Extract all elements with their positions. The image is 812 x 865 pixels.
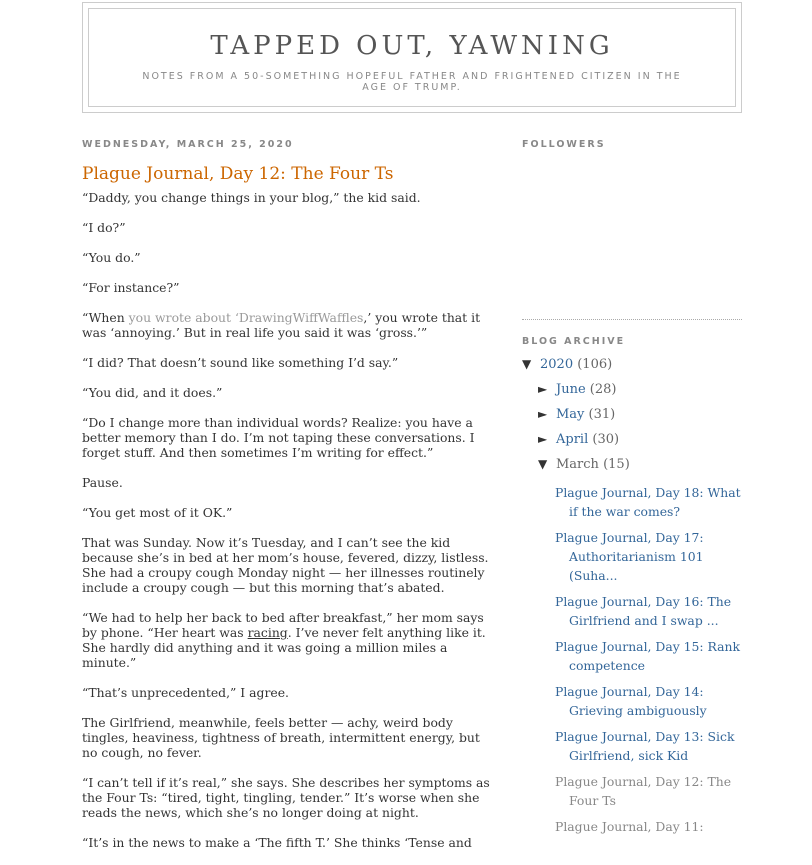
archive-year-link[interactable]: 2020 xyxy=(540,357,574,372)
paragraph: “It’s in the news to make a ‘The fifth T.’ She thinks ‘Tense and xyxy=(82,835,472,850)
archive-post-item xyxy=(555,727,742,765)
archive-post-item xyxy=(555,637,742,675)
archive-month-march xyxy=(522,456,742,481)
archive-count: (30) xyxy=(592,432,620,447)
paragraph xyxy=(82,610,497,670)
collapse-toggle-icon[interactable]: ▼ xyxy=(522,357,532,371)
archive-month-link[interactable]: May xyxy=(556,407,585,422)
archive-count: (106) xyxy=(577,357,613,372)
archive-heading: BLOG ARCHIVE xyxy=(522,336,626,347)
post-date: WEDNESDAY, MARCH 25, 2020 xyxy=(82,139,294,150)
paragraph xyxy=(82,310,497,340)
paragraph-text: “We had to help her back to bed after breakfast,” her mom says by phone. “Her heart was xyxy=(82,610,484,640)
archive-month-link[interactable]: March xyxy=(556,457,599,472)
paragraph: “I do?” xyxy=(82,220,126,235)
paragraph: “I can’t tell if it’s real,” she says. She describes her symptoms as the Four Ts: “tired, tight, tingling, tender.” It’s worse when she reads the news, which she’s no longer doing at night. xyxy=(82,775,490,820)
archive-post-item-current xyxy=(555,772,742,810)
archive-post-item xyxy=(555,592,742,630)
archive-month-link[interactable]: April xyxy=(556,432,589,447)
paragraph-text: ,’ you wrote that it was ‘annoying.’ But in real life you said it was ‘gross.’” xyxy=(82,310,481,340)
archive-post-link[interactable]: Plague Journal, Day 11: xyxy=(555,819,704,834)
archive-post-link[interactable]: Plague Journal, Day 15: Rank competence xyxy=(555,639,741,673)
archive-post-item xyxy=(555,483,742,521)
followers-widget xyxy=(522,139,742,320)
paragraph: “Do I change more than individual words? Realize: you have a better memory than I do. I’m not taping these conversations. I forget stuff. And then sometimes I’m writing for effect.” xyxy=(82,415,475,460)
paragraph-text: . I’ve never felt anything like it. She hardly did anything and it was going a million miles a minute.” xyxy=(82,625,486,670)
expand-toggle-icon[interactable]: ► xyxy=(538,382,548,396)
archive-month-link[interactable]: June xyxy=(556,382,586,397)
sidebar xyxy=(522,139,742,843)
archive-post-link[interactable]: Plague Journal, Day 14: Grieving ambiguously xyxy=(555,684,707,718)
archive-count: (31) xyxy=(588,407,616,422)
archive-post-link[interactable]: Plague Journal, Day 17: Authoritarianism 101 (Suha... xyxy=(555,530,704,583)
paragraph-text: “When xyxy=(82,310,129,325)
paragraph: “You do.” xyxy=(82,250,141,265)
blog-description: NOTES FROM A 50-SOMETHING HOPEFUL FATHER AND FRIGHTENED CITIZEN IN THE AGE OF TRUMP. xyxy=(142,71,682,93)
collapse-toggle-icon[interactable]: ▼ xyxy=(538,457,548,471)
archive-month-june xyxy=(522,381,742,406)
archive-post-item xyxy=(555,528,742,585)
paragraph: “You get most of it OK.” xyxy=(82,505,233,520)
paragraph: That was Sunday. Now it’s Tuesday, and I can’t see the kid because she’s in bed at her mom’s house, fevered, dizzy, listless. She had a croupy cough Monday night — her illnesses routinely include a croupy cough — but this morning that’s abated. xyxy=(82,535,489,595)
paragraph: Pause. xyxy=(82,475,123,490)
paragraph: “Daddy, you change things in your blog,” the kid said. xyxy=(82,190,421,205)
archive-post-link[interactable]: Plague Journal, Day 13: Sick Girlfriend, sick Kid xyxy=(555,729,735,763)
archive-month-april xyxy=(522,431,742,456)
archive-post-item xyxy=(555,682,742,720)
archive-post-item xyxy=(555,817,742,836)
archive-month-may xyxy=(522,406,742,431)
blog-archive-widget xyxy=(522,336,742,836)
blog-title[interactable]: TAPPED OUT, YAWNING xyxy=(210,31,614,61)
archive-post-link[interactable]: Plague Journal, Day 12: The Four Ts xyxy=(555,774,732,808)
drawingwiffwaffles-link[interactable]: you wrote about ‘DrawingWiffWaffles xyxy=(128,310,364,325)
post-body xyxy=(82,190,497,850)
archive-count: (28) xyxy=(589,382,617,397)
archive-posts-list xyxy=(555,483,742,836)
archive-post-link[interactable]: Plague Journal, Day 18: What if the war comes? xyxy=(555,485,741,519)
paragraph: The Girlfriend, meanwhile, feels better — achy, weird body tingles, heaviness, tightness of breath, intermittent energy, but no cough, no fever. xyxy=(82,715,480,760)
archive-post-link[interactable]: Plague Journal, Day 16: The Girlfriend and I swap ... xyxy=(555,594,732,628)
expand-toggle-icon[interactable]: ► xyxy=(538,432,548,446)
paragraph: “I did? That doesn’t sound like something I’d say.” xyxy=(82,355,399,370)
paragraph: “For instance?” xyxy=(82,280,180,295)
blog-header xyxy=(82,2,742,113)
post-title[interactable]: Plague Journal, Day 12: The Four Ts xyxy=(82,164,394,184)
followers-heading: FOLLOWERS xyxy=(522,139,606,150)
paragraph: “You did, and it does.” xyxy=(82,385,223,400)
paragraph: “That’s unprecedented,” I agree. xyxy=(82,685,289,700)
expand-toggle-icon[interactable]: ► xyxy=(538,407,548,421)
archive-year-2020 xyxy=(522,356,742,381)
main-column xyxy=(82,139,497,865)
archive-count: (15) xyxy=(603,457,630,472)
blog-header-inner xyxy=(88,8,736,107)
racing-link[interactable]: racing xyxy=(247,625,288,640)
